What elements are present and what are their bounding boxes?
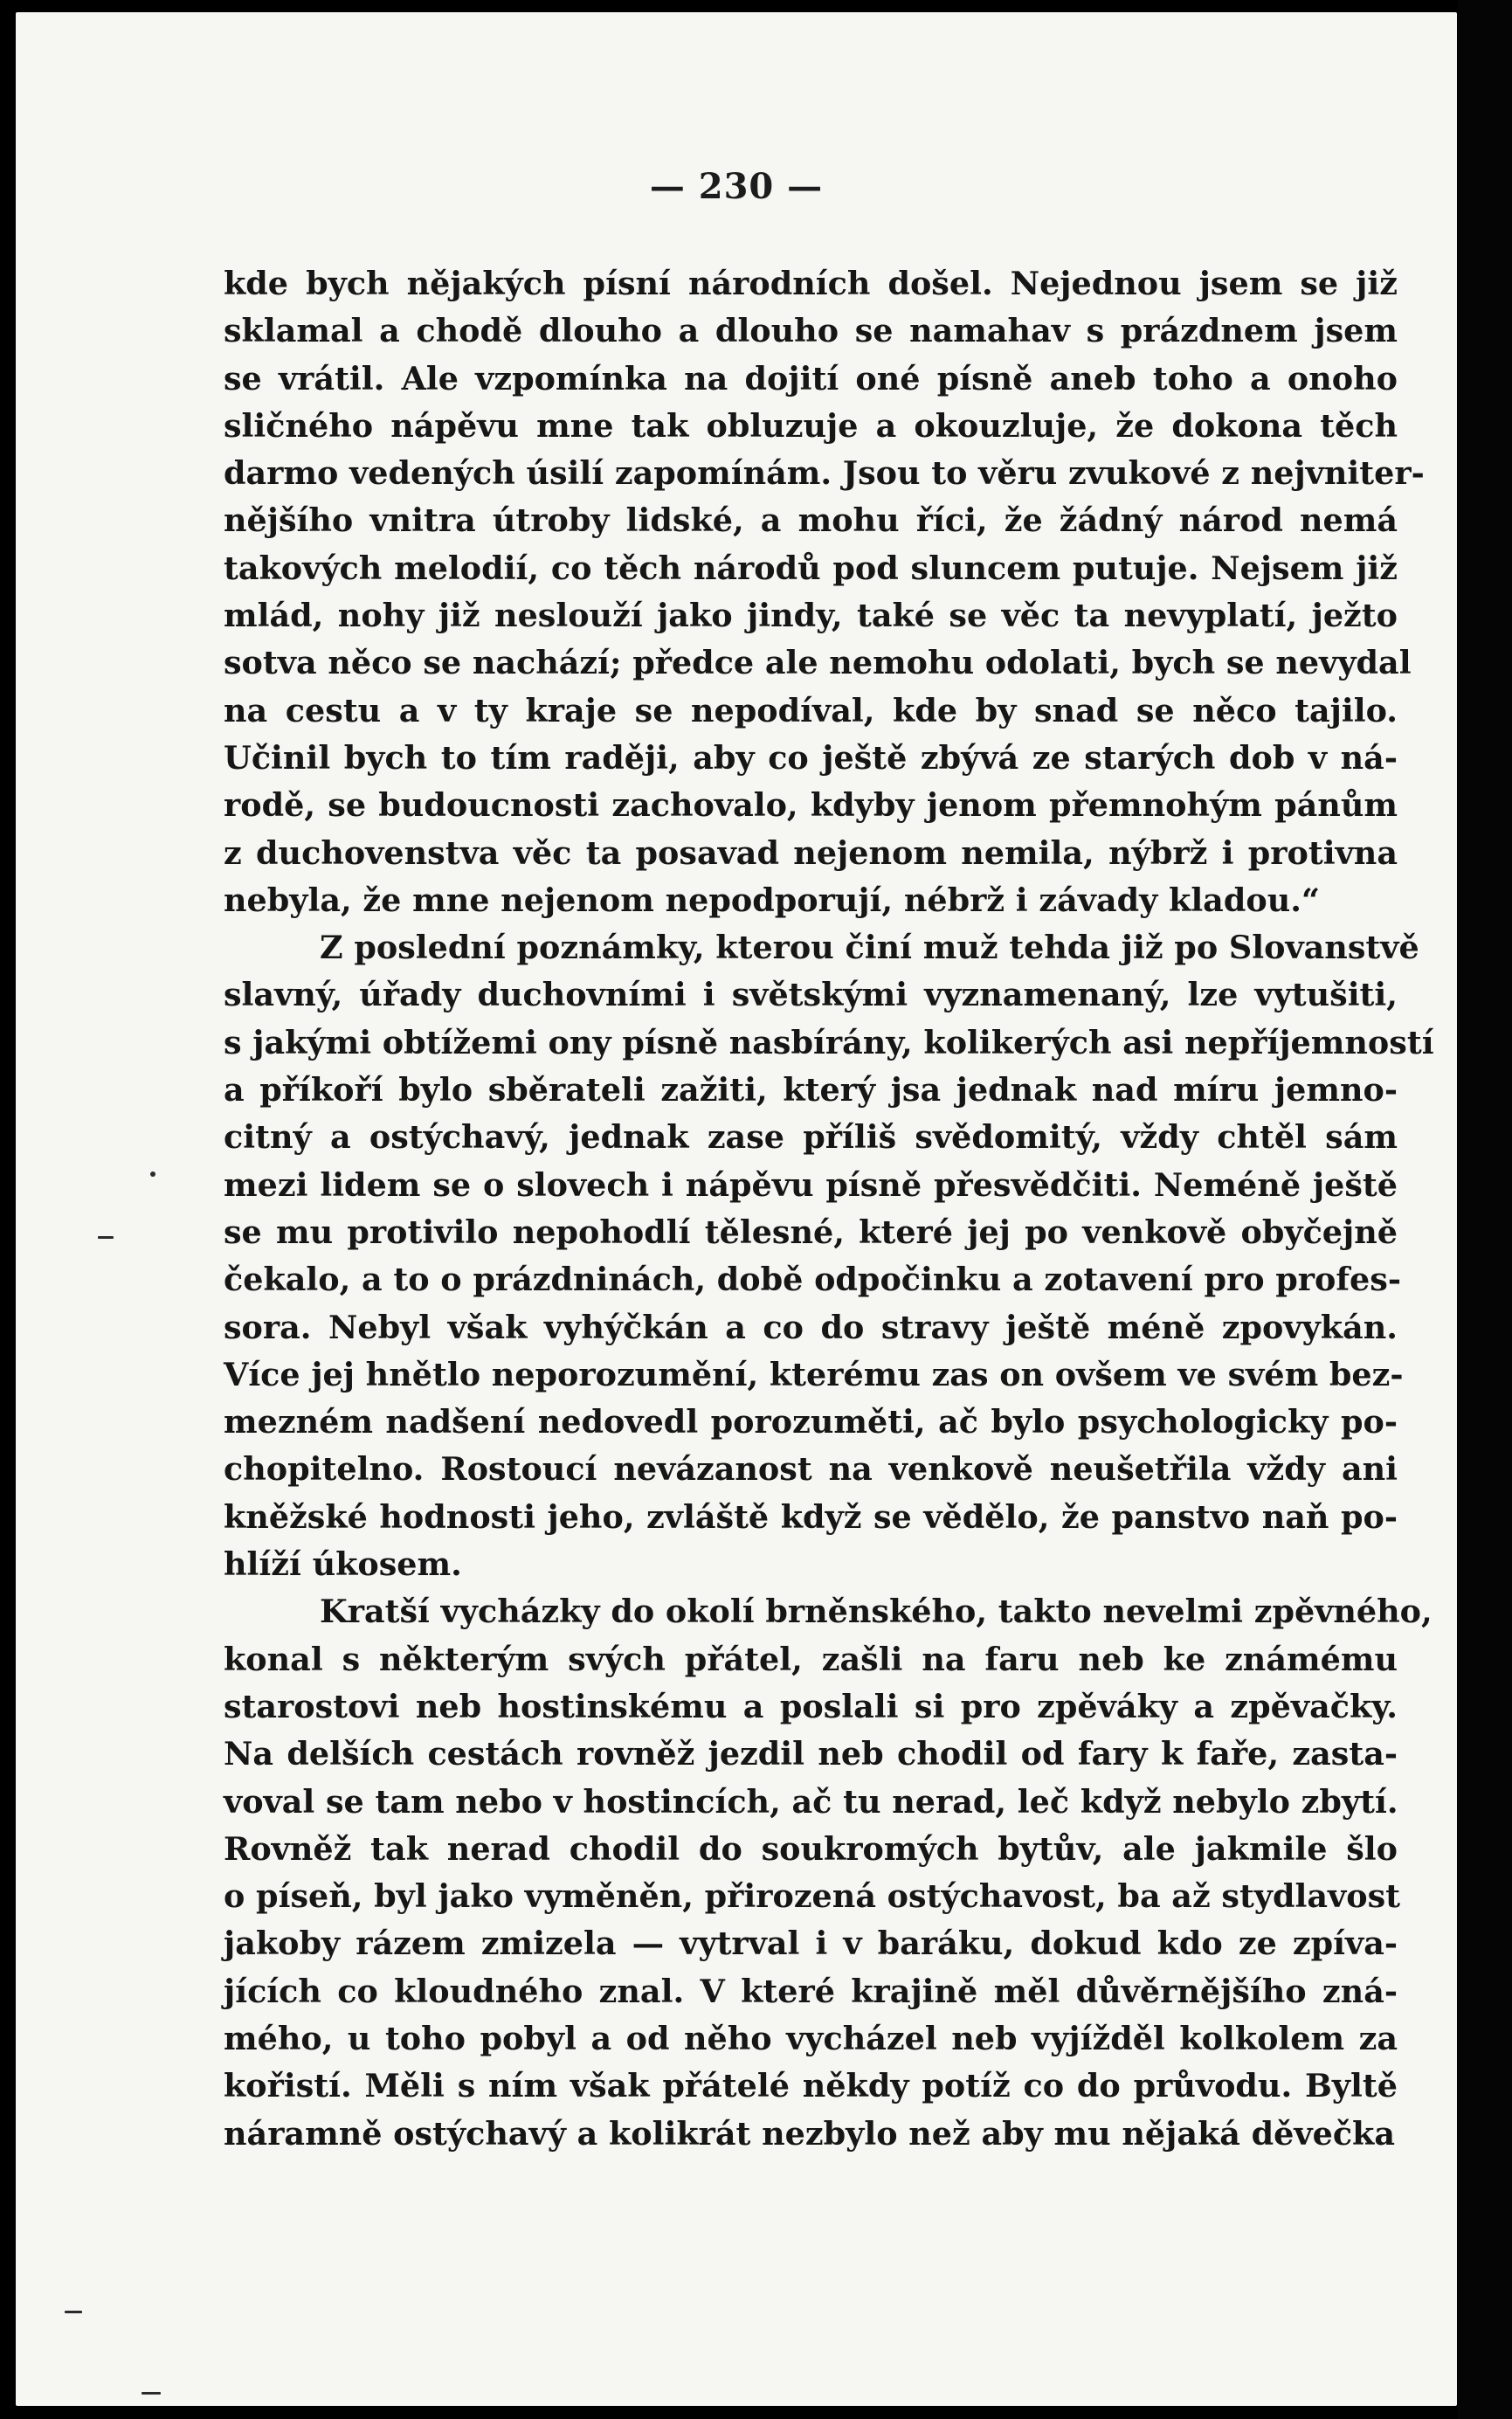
text-line: citný a ostýchavý, jednak zase příliš svědomitý, vždy chtěl sám <box>224 1118 1398 1157</box>
text-line: nějšího vnitra útroby lidské, a mohu říci, že žádný národ nemá <box>224 501 1398 540</box>
text-line: se vrátil. Ale vzpomínka na dojití oné písně aneb toho a onoho <box>224 359 1398 397</box>
text-line: jakoby rázem zmizela — vytrval i v baráku, dokud kdo ze zpíva- <box>224 1925 1398 1963</box>
text-line: sotva něco se nachází; předce ale nemohu odolati, bych se nevydal <box>224 644 1412 682</box>
text-line: a příkoří bylo sběrateli zažiti, který jsa jednak nad míru jemno- <box>224 1071 1398 1109</box>
text-line: sličného nápěvu mne tak obluzuje a okouzluje, že dokona těch <box>224 406 1398 445</box>
text-line: kde bych nějakých písní národních došel. Nejednou jsem se již <box>224 265 1398 302</box>
book-page <box>16 12 1457 2406</box>
text-line: mého, u toho pobyl a od něho vycházel neb vyjížděl kolkolem za <box>224 2019 1398 2057</box>
text-line: mezi lidem se o slovech i nápěvu písně přesvědčiti. Neméně ještě <box>224 1165 1398 1204</box>
text-line: Z poslední poznámky, kterou činí muž tehda již po Slovanstvě <box>320 929 1419 967</box>
text-line: se mu protivilo nepohodlí tělesné, které jej po venkově obyčejně <box>224 1213 1398 1251</box>
text-line: Rovněž tak nerad chodil do soukromých bytův, ale jakmile šlo <box>224 1829 1398 1868</box>
margin-speck <box>142 2392 161 2395</box>
body-text <box>224 260 1434 2158</box>
margin-speck <box>65 2311 82 2313</box>
text-line: o píseň, byl jako vyměněn, přirozená ostýchavost, ba až stydlavost <box>224 1877 1401 1916</box>
text-line: nebyla, že mne nejenom nepodporují, nébrž i závady kladou.“ <box>224 881 1320 919</box>
text-line: konal s některým svých přátel, zašli na faru neb ke známému <box>224 1640 1398 1678</box>
text-line: Na delších cestách rovněž jezdil neb chodil od fary k faře, zasta- <box>224 1735 1398 1773</box>
text-line: takových melodií, co těch národů pod sluncem putuje. Nejsem již <box>224 549 1398 587</box>
text-line: sora. Nebyl však vyhýčkán a co do stravy ještě méně zpovykán. <box>224 1308 1398 1346</box>
text-line: s jakými obtížemi ony písně nasbírány, kolikerých asi nepříjemností <box>224 1023 1434 1061</box>
text-line: Kratší vycházky do okolí brněnského, takto nevelmi zpěvného, <box>320 1593 1433 1631</box>
text-line: rodě, se budoucnosti zachovalo, kdyby jenom přemnohým pánům <box>224 786 1398 825</box>
text-line: Více jej hnětlo neporozumění, kterému zas on ovšem ve svém bez- <box>224 1355 1404 1393</box>
text-line: jících co kloudného znal. V které krajině měl důvěrnějšího zná- <box>224 1972 1398 2010</box>
text-line: Učinil bych to tím raději, aby co ještě zbývá ze starých dob v ná- <box>224 738 1398 777</box>
text-line: kněžské hodnosti jeho, zvláště když se vědělo, že panstvo naň po- <box>224 1497 1398 1536</box>
margin-speck <box>98 1236 114 1239</box>
text-line: čekalo, a to o prázdninách, době odpočinku a zotavení pro profes- <box>224 1261 1401 1299</box>
text-line: sklamal a chodě dlouho a dlouho se namahav s prázdnem jsem <box>224 312 1398 350</box>
margin-speck <box>150 1171 155 1177</box>
page-number: — 230 — <box>649 166 824 207</box>
text-line: mlád, nohy již neslouží jako jindy, také se věc ta nevyplatí, ježto <box>224 597 1398 635</box>
text-line: z duchovenstva věc ta posavad nejenom nemila, nýbrž i protivna <box>224 833 1398 872</box>
text-line: hlíží úkosem. <box>224 1545 462 1584</box>
text-line: kořistí. Měli s ním však přátelé někdy potíž co do průvodu. Byltě <box>224 2067 1398 2105</box>
text-line: mezném nadšení nedovedl porozuměti, ač bylo psychologicky po- <box>224 1403 1398 1441</box>
text-line: na cestu a v ty kraje se nepodíval, kde by snad se něco tajilo. <box>224 691 1398 729</box>
text-line: chopitelno. Rostoucí nevázanost na venkově neušetřila vždy ani <box>224 1450 1398 1489</box>
text-line: voval se tam nebo v hostincích, ač tu nerad, leč když nebylo zbytí. <box>224 1782 1398 1821</box>
text-line: darmo vedených úsilí zapomínám. Jsou to věru zvukové z nejvniter- <box>224 454 1425 493</box>
scan-border <box>1458 0 1512 2419</box>
text-line: náramně ostýchavý a kolikrát nezbylo než aby mu nějaká děvečka <box>224 2114 1396 2153</box>
text-line: slavný, úřady duchovními i světskými vyznamenaný, lze vytušiti, <box>224 976 1398 1014</box>
text-line: starostovi neb hostinskému a poslali si pro zpěváky a zpěvačky. <box>224 1687 1398 1725</box>
